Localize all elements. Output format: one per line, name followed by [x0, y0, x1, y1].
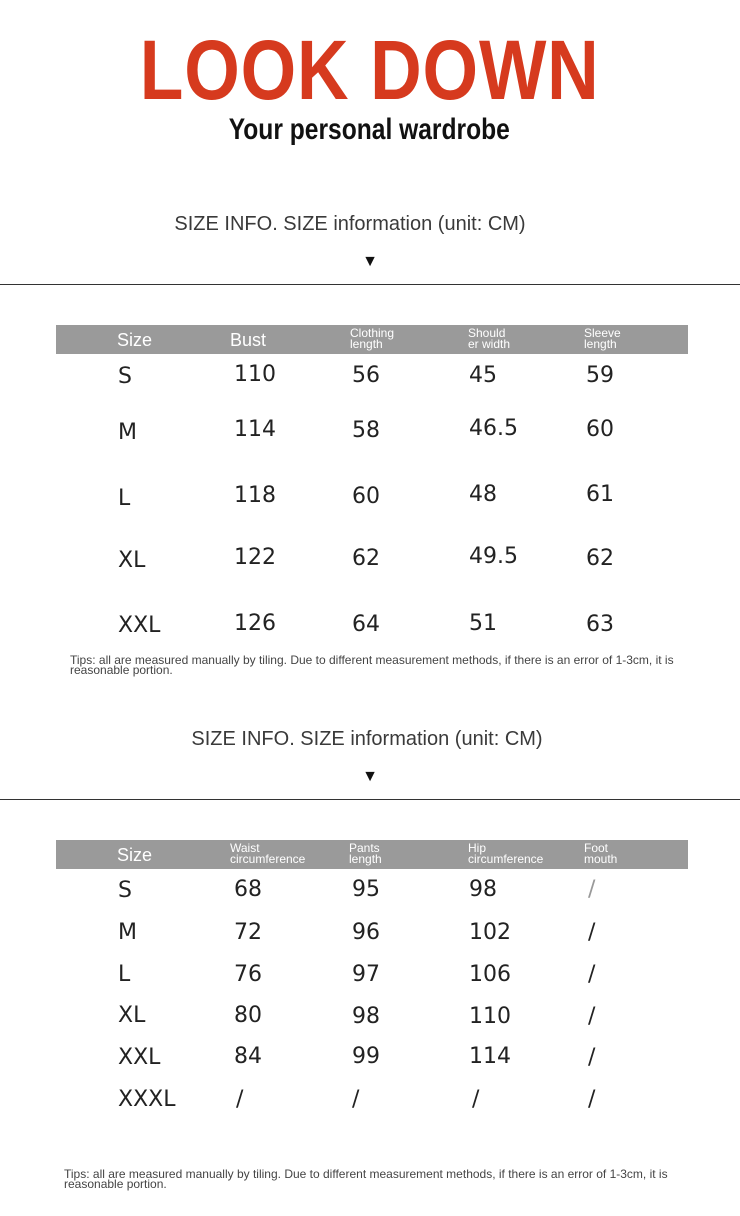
cell-sleeve-length: 59 [586, 363, 614, 388]
cell-waist: 84 [234, 1044, 262, 1069]
cell-bust: 122 [234, 545, 276, 570]
cell-hip: 114 [469, 1044, 511, 1069]
cell-shoulder-width: 51 [469, 611, 497, 636]
column-header-clothing-length: Clothing length [350, 326, 395, 351]
cell-shoulder-width: 49.5 [469, 544, 518, 569]
cell-shoulder-width: 46.5 [469, 416, 518, 441]
section-heading: SIZE INFO. SIZE information (unit: CM) [174, 213, 526, 235]
cell-waist: 80 [234, 1003, 262, 1028]
section-heading: SIZE INFO. SIZE information (unit: CM) [191, 728, 543, 750]
cell-pants-length: 95 [352, 877, 380, 902]
column-header-size: Size [117, 330, 153, 350]
divider [0, 799, 740, 800]
divider [0, 284, 740, 285]
cell-sleeve-length: 61 [586, 482, 614, 507]
column-header-shoulder-width: Should er width [468, 326, 511, 351]
cell-hip: 106 [469, 962, 511, 987]
cell-clothing-length: 60 [352, 484, 380, 509]
cell-size: XXXL [118, 1087, 176, 1112]
column-header-hip: Hip circumference [468, 841, 544, 866]
cell-hip: 110 [469, 1004, 511, 1029]
cell-clothing-length: 56 [352, 363, 380, 388]
column-header-bust: Bust [230, 330, 267, 350]
cell-foot-mouth: / [588, 1045, 596, 1070]
column-header-sleeve-length: Sleeve length [584, 326, 621, 351]
cell-size: XL [118, 548, 146, 573]
cell-size: M [118, 920, 137, 945]
cell-bust: 126 [234, 611, 276, 636]
cell-clothing-length: 58 [352, 418, 380, 443]
cell-bust: 114 [234, 417, 276, 442]
cell-hip: / [472, 1087, 480, 1112]
table-header [56, 325, 688, 354]
brand-title: LOOK DOWN [139, 23, 600, 117]
cell-foot-mouth: / [588, 962, 596, 987]
cell-waist: / [236, 1087, 244, 1112]
cell-sleeve-length: 63 [586, 612, 614, 637]
column-header-foot-mouth: Foot mouth [584, 841, 618, 866]
cell-pants-length: 97 [352, 962, 380, 987]
cell-hip: 102 [469, 920, 511, 945]
cell-sleeve-length: 62 [586, 546, 614, 571]
table-header [56, 840, 688, 869]
column-header-waist: Waist circumference [230, 841, 306, 866]
column-header-size: Size [117, 845, 153, 865]
cell-clothing-length: 62 [352, 546, 380, 571]
cell-foot-mouth: / [588, 920, 596, 945]
cell-waist: 72 [234, 920, 262, 945]
cell-size: S [118, 878, 132, 903]
cell-foot-mouth: / [588, 1004, 596, 1029]
cell-pants-length: 98 [352, 1004, 380, 1029]
down-arrow-icon: ▼ [362, 768, 378, 785]
cell-size: XL [118, 1003, 146, 1028]
cell-bust: 118 [234, 483, 276, 508]
cell-foot-mouth: / [588, 1087, 596, 1112]
cell-foot-mouth: / [588, 877, 596, 902]
cell-pants-length: 96 [352, 920, 380, 945]
brand-subtitle: Your personal wardrobe [228, 113, 510, 146]
cell-size: XXL [118, 613, 161, 638]
cell-pants-length: 99 [352, 1044, 380, 1069]
cell-size: XXL [118, 1045, 161, 1070]
cell-size: M [118, 420, 137, 445]
cell-waist: 76 [234, 962, 262, 987]
cell-pants-length: / [352, 1087, 360, 1112]
cell-size: L [118, 962, 131, 987]
down-arrow-icon: ▼ [362, 253, 378, 270]
cell-hip: 98 [469, 877, 497, 902]
cell-shoulder-width: 48 [469, 482, 497, 507]
cell-clothing-length: 64 [352, 612, 380, 637]
cell-sleeve-length: 60 [586, 417, 614, 442]
tips-note: Tips: all are measured manually by tiling. Due to different measurement methods, if there is an error of 1-3cm, it is reasonable portion. [64, 1167, 668, 1191]
tips-note: Tips: all are measured manually by tiling. Due to different measurement methods, if there is an error of 1-3cm, it is reasonable portion. [70, 653, 674, 677]
cell-waist: 68 [234, 877, 262, 902]
cell-size: L [118, 486, 131, 511]
column-header-pants-length: Pants length [349, 841, 382, 866]
cell-bust: 110 [234, 362, 276, 387]
cell-shoulder-width: 45 [469, 363, 497, 388]
cell-size: S [118, 364, 132, 389]
